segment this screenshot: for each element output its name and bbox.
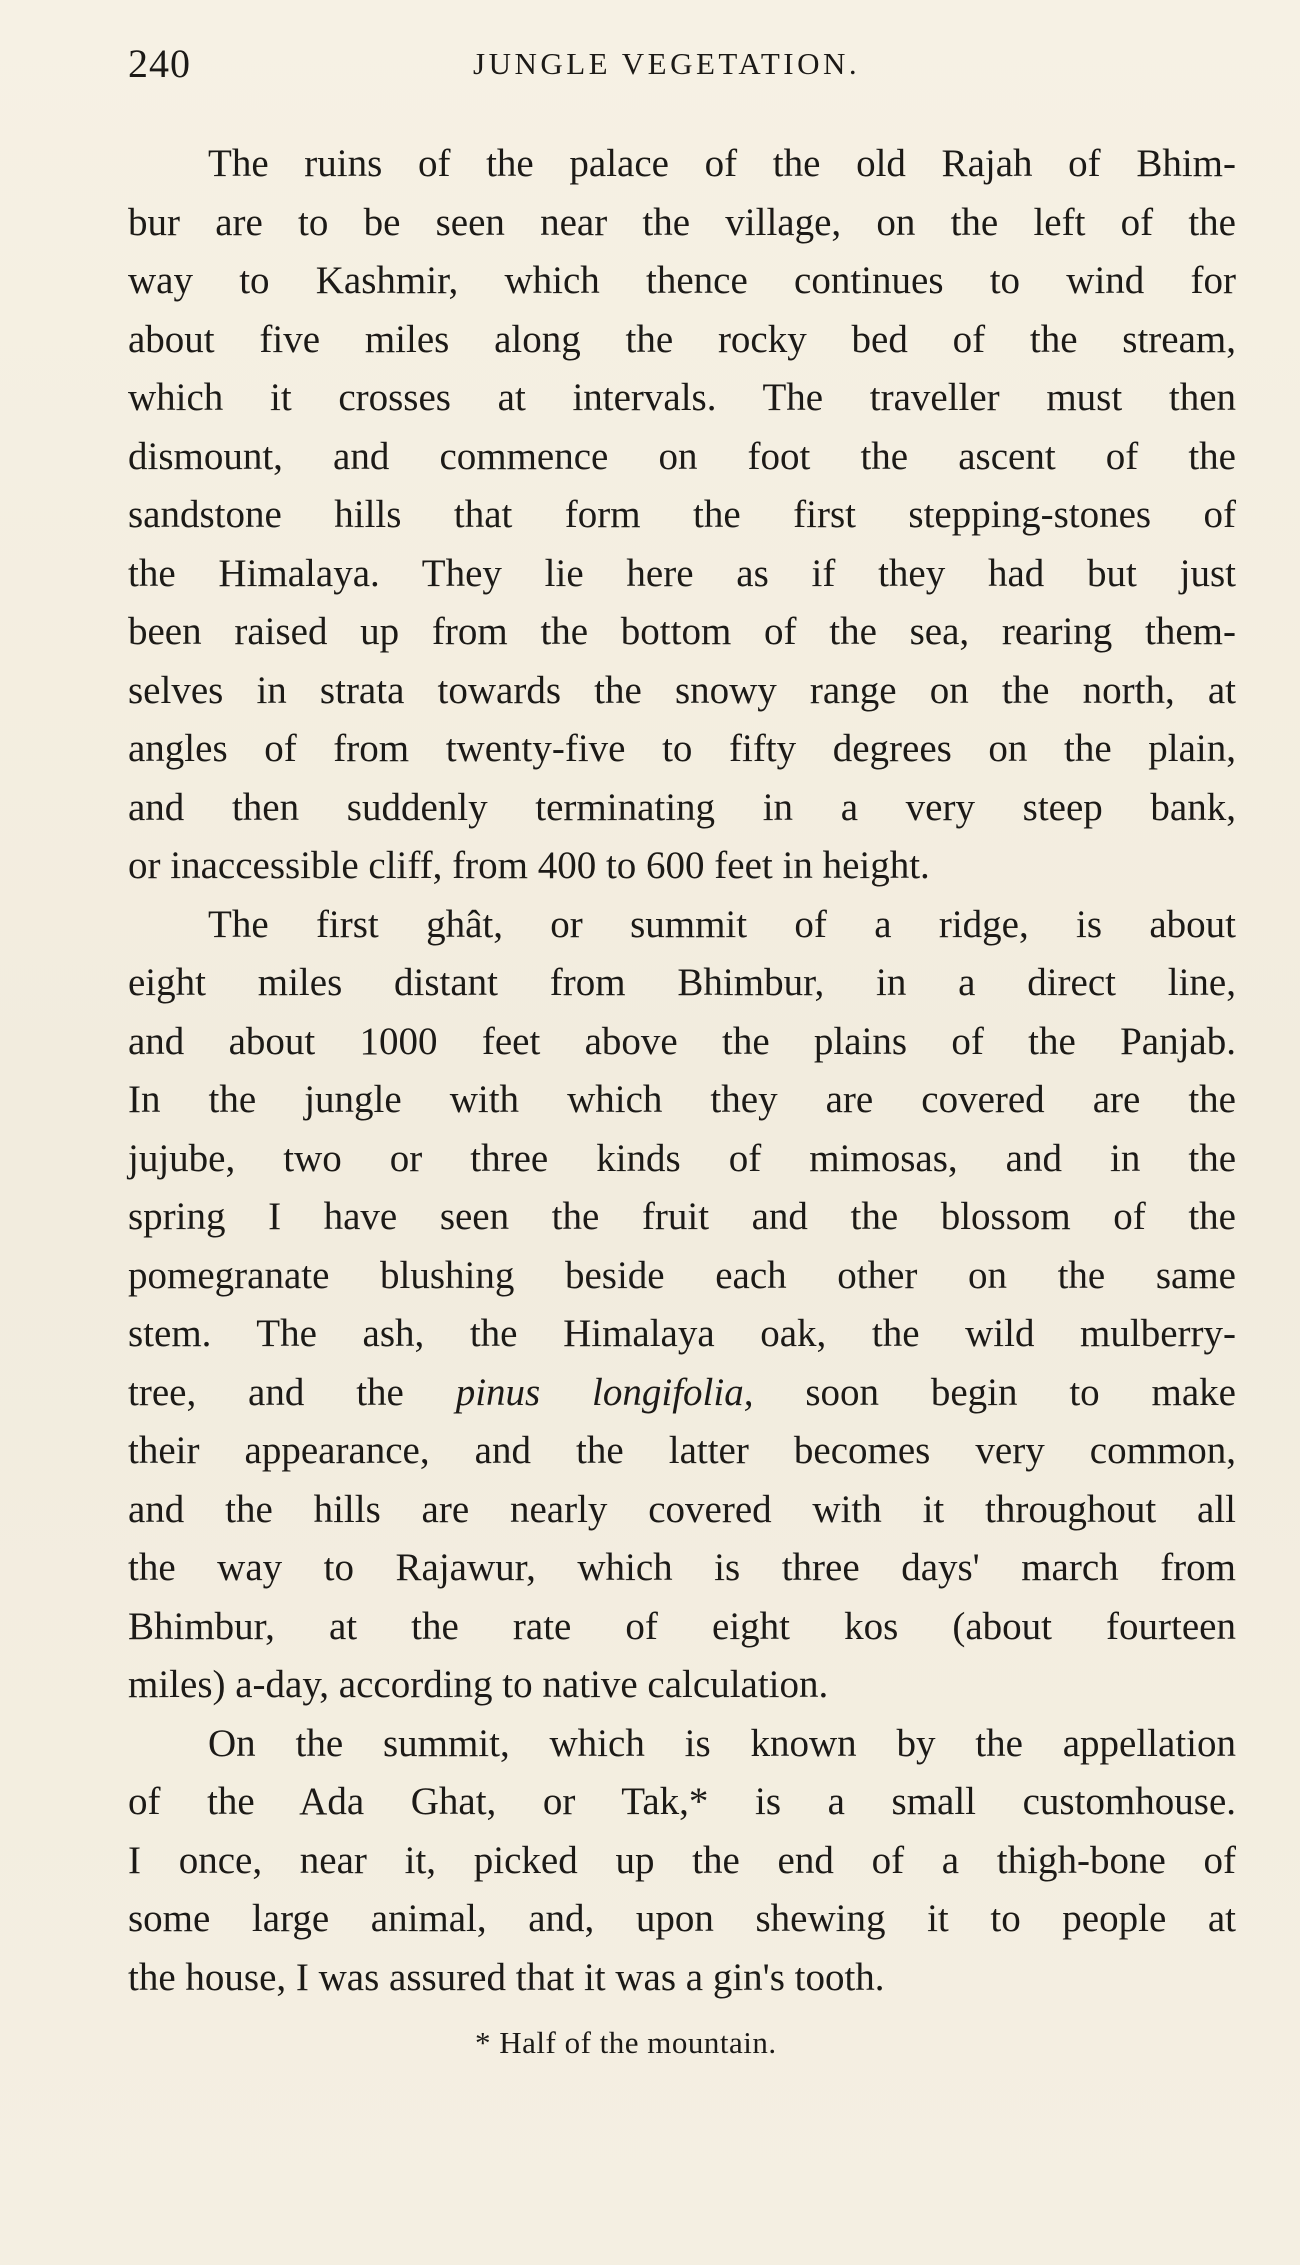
text-line: stem. The ash, the Himalaya oak, the wild mulberry- [128, 1312, 1236, 1355]
text-line: some large animal, and, upon shewing it to people at [128, 1897, 1236, 1940]
text-line: dismount, and commence on foot the ascent of the [128, 434, 1236, 478]
text-line-with-italic [128, 1364, 1236, 1423]
text-line: the way to Rajawur, which is three days' march from [128, 1546, 1236, 1589]
text-line: of the Ada Ghat, or Tak,* is a small customhouse. [128, 1780, 1236, 1823]
text-line: The first ghât, or summit of a ridge, is about [208, 902, 1236, 946]
paragraph-2 [128, 896, 1236, 1715]
text-line: bur are to be seen near the village, on the left of the [128, 200, 1236, 244]
text-line: jujube, two or three kinds of mimosas, and in the [128, 1136, 1236, 1180]
text-line: miles) a-day, according to native calculation. [128, 1663, 829, 1706]
text-line: been raised up from the bottom of the sea, rearing them- [128, 610, 1236, 653]
page-number: 240 [128, 41, 191, 86]
text-run: tree, and the [128, 1370, 456, 1414]
body-text [128, 135, 1236, 2007]
text-line: pomegranate blushing beside each other on the same [128, 1253, 1236, 1297]
text-line: and about 1000 feet above the plains of the Panjab. [128, 1019, 1236, 1063]
text-line: spring I have seen the fruit and the blossom of the [128, 1195, 1236, 1238]
text-run: soon begin to make [753, 1370, 1236, 1414]
text-line: way to Kashmir, which thence continues to wind for [128, 259, 1236, 302]
text-line: sandstone hills that form the first stepping-stones of [128, 493, 1236, 536]
footnote: * Half of the mountain. [475, 2025, 777, 2060]
text-line: In the jungle with which they are covered are the [128, 1078, 1236, 1121]
italic-species-name: pinus longifolia, [455, 1370, 754, 1414]
text-line: angles of from twenty-five to fifty degrees on the plain, [128, 727, 1236, 770]
text-line: On the summit, which is known by the appellation [208, 1721, 1236, 1765]
running-head [128, 40, 1236, 100]
running-title: JUNGLE VEGETATION. [473, 46, 861, 81]
text-line: or inaccessible cliff, from 400 to 600 feet in height. [128, 844, 930, 887]
paragraph-1 [128, 135, 1236, 896]
text-line: Bhimbur, at the rate of eight kos (about fourteen [128, 1604, 1236, 1648]
text-line: which it crosses at intervals. The traveller must then [128, 376, 1236, 419]
paragraph-3 [128, 1715, 1236, 2008]
text-line: their appearance, and the latter becomes very common, [128, 1429, 1236, 1472]
text-line: I once, near it, picked up the end of a thigh-bone of [128, 1838, 1236, 1882]
text-line: and the hills are nearly covered with it throughout all [128, 1487, 1236, 1531]
text-line: about five miles along the rocky bed of the stream, [128, 317, 1236, 361]
text-line: The ruins of the palace of the old Rajah of Bhim- [208, 142, 1236, 185]
text-line: selves in strata towards the snowy range on the north, at [128, 668, 1236, 712]
text-line: and then suddenly terminating in a very steep bank, [128, 785, 1236, 829]
text-line: the house, I was assured that it was a gin's tooth. [128, 1955, 885, 1999]
text-line: eight miles distant from Bhimbur, in a direct line, [128, 961, 1236, 1004]
text-line: the Himalaya. They lie here as if they had but just [128, 551, 1236, 595]
